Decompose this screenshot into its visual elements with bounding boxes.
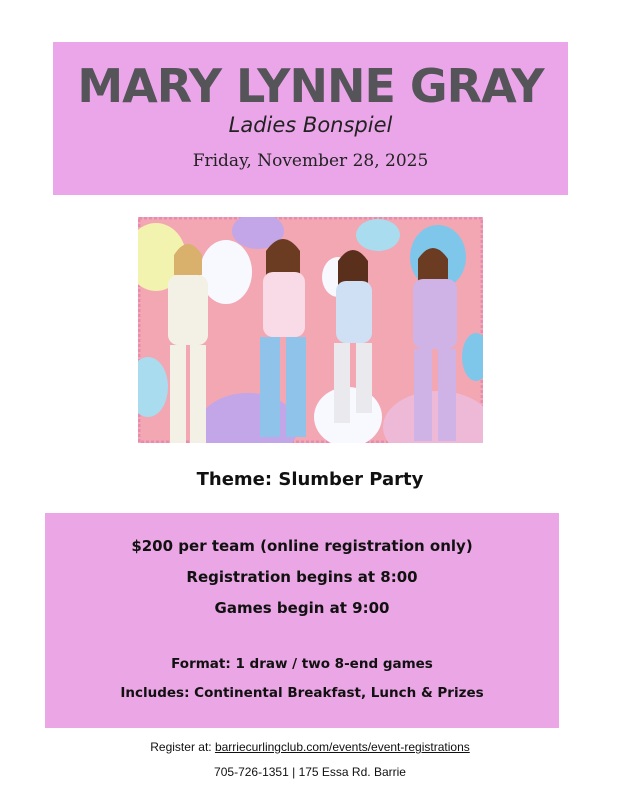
balloon [356,219,400,251]
registration-time-text: Registration begins at 8:00 [186,568,418,586]
event-details-box [45,513,559,728]
register-line [0,740,620,754]
register-label: Register at: [150,740,215,754]
format-text: Format: 1 draw / two 8-end games [171,656,433,672]
event-subtitle: Ladies Bonspiel [228,113,393,137]
registration-link[interactable]: barriecurlingclub.com/events/event-registrations [214,740,470,754]
event-date: Friday, November 28, 2025 [192,151,429,171]
includes-text: Includes: Continental Breakfast, Lunch & Prizes [120,685,484,701]
games-time-text: Games begin at 9:00 [214,599,390,617]
header-banner [53,42,568,195]
slumber-party-photo [138,217,483,443]
event-theme: Theme: Slumber Party [196,469,424,490]
event-title: MARY LYNNE GRAY [77,59,544,113]
contact-line: 705-726-1351 | 175 Essa Rd. Barrie [214,765,406,779]
price-text: $200 per team (online registration only) [131,537,473,555]
